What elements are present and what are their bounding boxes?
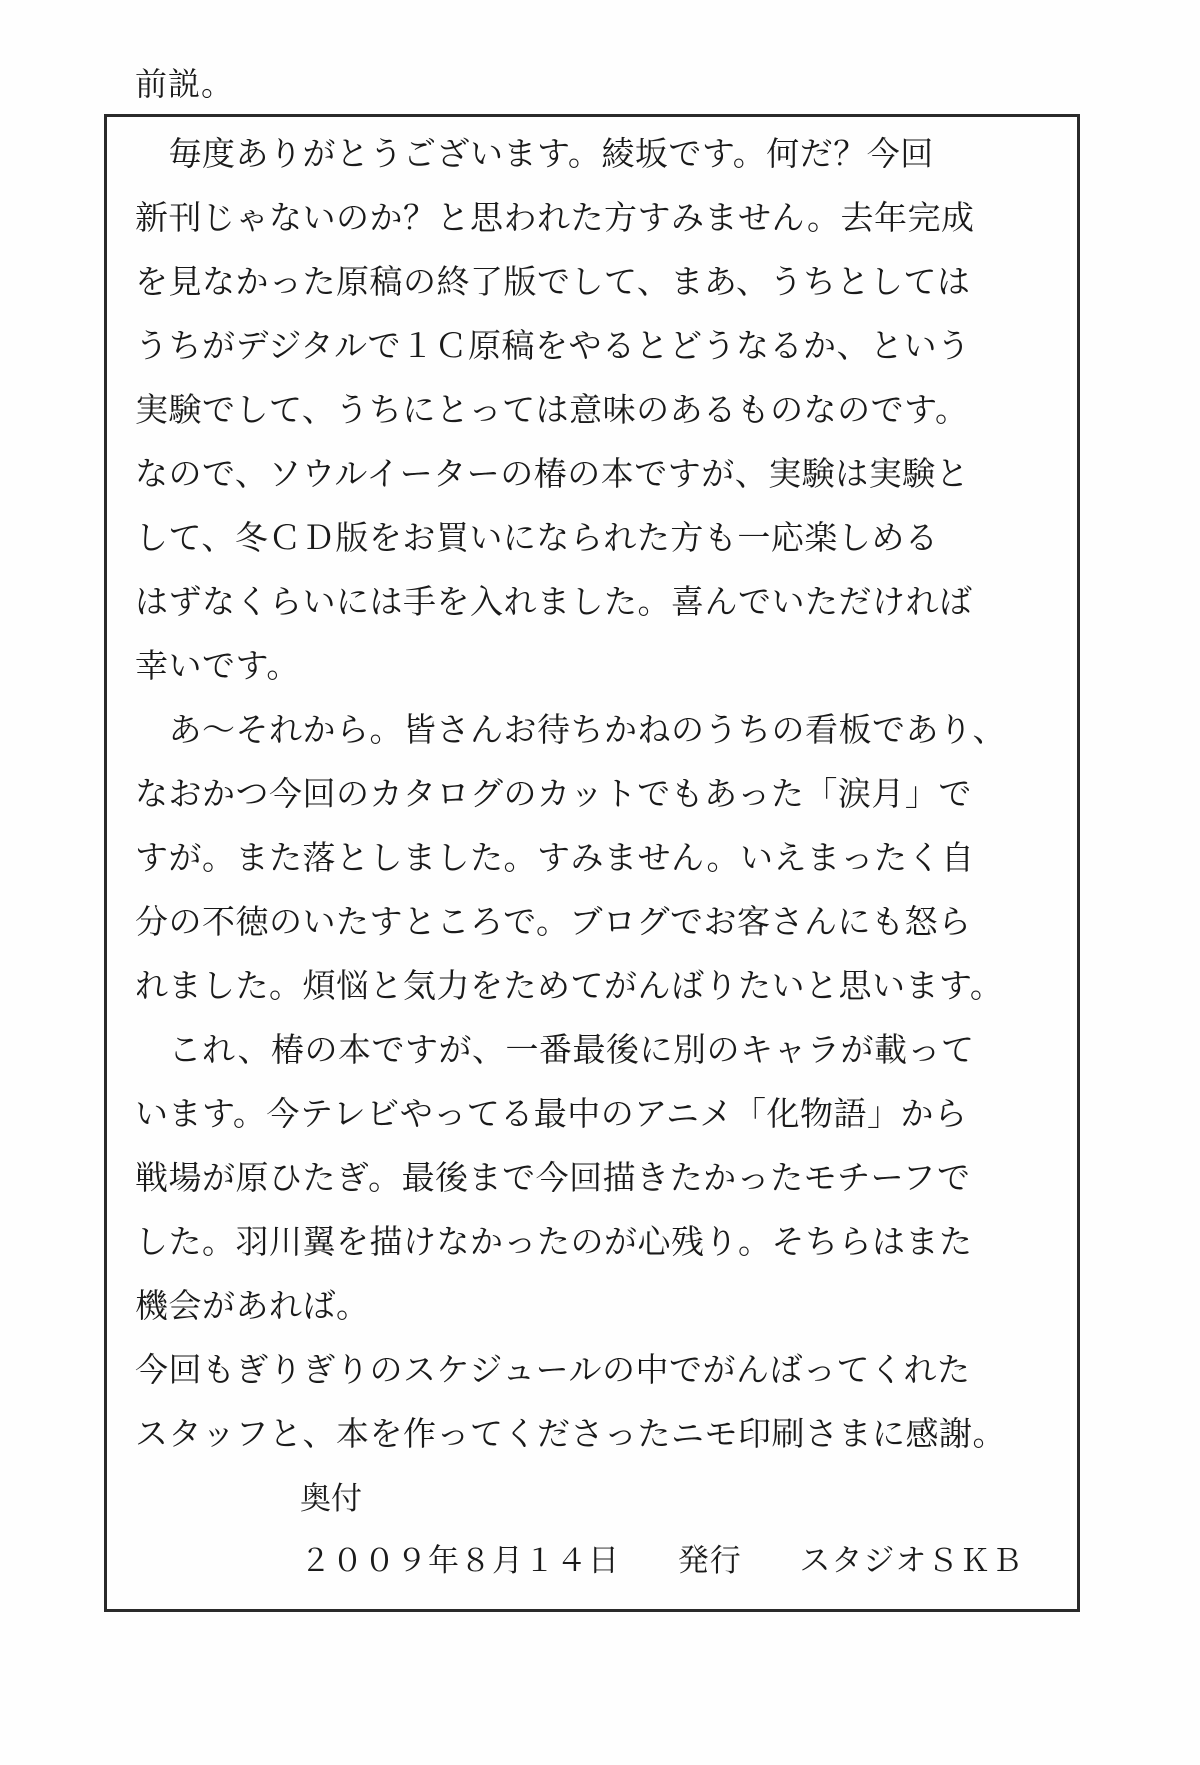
- text-line: あ～それから。皆さんお待ちかねのうちの看板であり、: [135, 710, 1006, 749]
- text-line: 新刊じゃないのか？と思われた方すみません。去年完成: [135, 198, 975, 237]
- publication-date: ２００９年８月１４日: [300, 1543, 620, 1579]
- text-line: して、冬ＣＤ版をお買いになられた方も一応楽しめる: [135, 518, 939, 557]
- text-line: 今回もぎりぎりのスケジュールの中でがんばってくれた: [135, 1350, 971, 1389]
- colophon-details: [300, 1530, 1023, 1592]
- colophon-label: 奥付: [300, 1481, 362, 1517]
- issued-label: 発行: [677, 1543, 742, 1579]
- text-line: 機会があれば。: [135, 1286, 370, 1325]
- text-line: 分の不徳のいたすところで。ブログでお客さんにも怒ら: [135, 902, 972, 941]
- text-line: なので、ソウルイーターの椿の本ですが、実験は実験と: [135, 454, 970, 493]
- text-line: なおかつ今回のカタログのカットでもあった「涙月」で: [135, 774, 972, 813]
- publisher-name: スタジオＳＫＢ: [799, 1543, 1024, 1579]
- colophon: [300, 1468, 1023, 1592]
- preface-body: [135, 122, 1075, 1466]
- text-line: を見なかった原稿の終了版でして、まあ、うちとしては: [135, 262, 971, 301]
- text-line: これ、椿の本ですが、一番最後に別のキャラが載って: [135, 1030, 975, 1069]
- text-line: すが。また落としました。すみません。いえまったく自: [135, 838, 975, 877]
- text-line: うちがデジタルで１Ｃ原稿をやるとどうなるか、という: [135, 326, 971, 365]
- page-heading: 前説。: [135, 65, 235, 103]
- text-line: 毎度ありがとうございます。綾坂です。何だ？今回: [135, 134, 934, 173]
- text-line: 実験でして、うちにとっては意味のあるものなのです。: [135, 390, 969, 429]
- text-line: はずなくらいには手を入れました。喜んでいただければ: [135, 582, 973, 621]
- text-line: した。羽川翼を描けなかったのが心残り。そちらはまた: [135, 1222, 973, 1261]
- text-line: 幸いです。: [135, 646, 300, 685]
- text-line: れました。煩悩と気力をためてがんばりたいと思います。: [135, 966, 1004, 1005]
- text-line: 戦場が原ひたぎ。最後まで今回描きたかったモチーフで: [135, 1158, 971, 1197]
- text-line: スタッフと、本を作ってくださったニモ印刷さまに感謝。: [135, 1414, 1006, 1453]
- text-line: います。今テレビやってる最中のアニメ「化物語」から: [135, 1094, 968, 1133]
